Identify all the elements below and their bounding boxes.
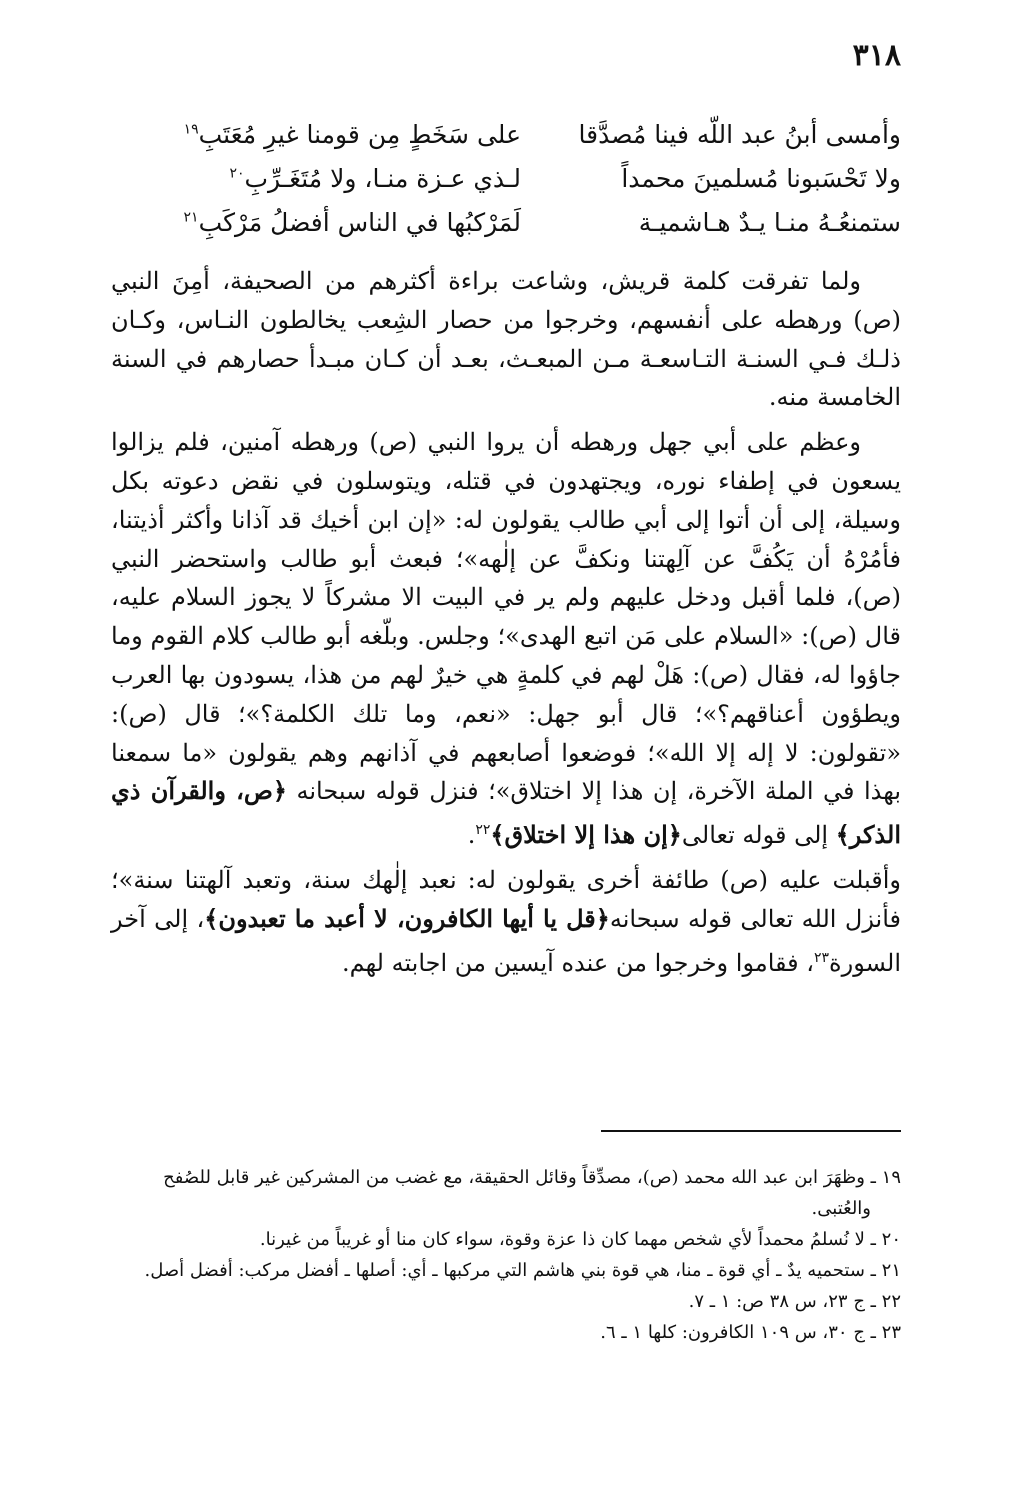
footnote-ref: ٢٣ [814, 949, 830, 966]
footnote-ref: ٢١ [183, 209, 199, 226]
footnote: ٢٣ ـ ج ٣٠، س ١٠٩ الكافرون: كلها ١ ـ ٦. [600, 1322, 901, 1343]
paragraph-3 [111, 861, 901, 982]
paragraph-3-text: وأقبلت عليه (ص) طائفة أخرى يقولون له: نعبد إلٰهك سنة، وتعبد آلهتنا سنة»؛ فأنزل الله تعالى قوله سبحانه [111, 865, 902, 933]
paragraph-3-text: ، إلى آخر السورة [111, 904, 901, 977]
verse-second-hemistich [111, 120, 521, 149]
paragraph-2 [111, 423, 901, 855]
poem [111, 112, 901, 244]
verse-second-hemistich [111, 164, 521, 193]
hemistich-text: على سَخَطٍ مِن قومنا غيرِ مُعَتَبِ [198, 119, 521, 149]
footnote-divider [601, 1130, 901, 1132]
hemistich-text: لـذي عـزة منـا، ولا مُتَغَـرِّبِ [244, 163, 521, 193]
verse-first-hemistich: ولا تَحْسَبونا مُسلمينَ محمداً [621, 163, 901, 193]
verse [111, 200, 901, 244]
body-text [111, 262, 901, 988]
verse-first-hemistich: وأمسى أبنُ عبد اللّه فينا مُصدَّقا [578, 119, 901, 149]
page-number: ٣١٨ [852, 38, 901, 73]
quran-quote: ﴿قل يا أيها الكافرون، لا أعبد ما تعبدون﴾ [204, 903, 610, 933]
footnote-ref: ٢٢ [475, 822, 491, 839]
footnote: ١٩ ـ وظهَرَ ابن عبد الله محمد (ص)، مصدِّقاً وقائل الحقيقة، مع غضب من المشركين غير قابل للصُفح والعُتبى. [163, 1167, 901, 1219]
quran-quote: ﴿ص، والقرآن ذي الذكر﴾ [111, 776, 901, 850]
paragraph-2-text: . [467, 821, 476, 850]
footnote: ٢١ ـ ستحميه يدٌ ـ أي قوة ـ منا، هي قوة بني هاشم التي مركبها ـ أي: أصلها ـ أفضل مركب: أفضل أصل. [144, 1260, 901, 1281]
footnote-ref: ١٩ [183, 121, 199, 138]
paragraph-3-text: ، فقاموا وخرجوا من عنده آيسين من اجابته لهم. [341, 948, 814, 977]
quran-quote: ﴿إن هذا إلا اختلاق﴾ [490, 820, 682, 850]
verse-first-hemistich: ستمنعُـهُ منـا يـدٌ هـاشميـة [638, 207, 901, 237]
verse [111, 112, 901, 156]
paragraph-2-text: إلى قوله تعالى [681, 821, 836, 850]
footnotes [111, 1162, 901, 1348]
paragraph-2-text: وعظم على أبي جهل ورهطه أن يروا النبي (ص) ورهطه آمنين، فلم يزالوا يسعون في إطفاء نوره، ويجتهدون في قتله، ويتوسلون في نقض دعوته بكل وسيلة، إلى أن أتوا إلى أبي طالب يقولون له: «إن ابن أخيك قد آذانا وأكثر أذيتنا، فأمُرْهُ أن يَكُفَّ عن آلِهتنا ونكفَّ عن إلٰهه»؛ فبعث أبو طالب واستحضر النبي (ص)، فلما أقبل ودخل عليهم ولم ير في البيت الا مشركاً لا يجوز السلام عليه، قال (ص): «السلام على مَن اتبع الهدى»؛ وجلس. وبلّغه أبو طالب كلام القوم وما جاؤوا له، فقال (ص): هَلْ لهم في كلمةٍ هي خيرٌ لهم من هذا، يسودون بها العرب ويطؤون أعناقهم؟»؛ قال أبو جهل: «نعم، وما تلك الكلمة؟»؛ قال (ص): «تقولون: لا إله إلا الله»؛ فوضعوا أصابعهم في آذانهم وهم يقولون «ما سمعنا بهذا في الملة الآخرة، إن هذا إلا اختلاق»؛ فنزل قوله سبحانه [111, 428, 902, 806]
footnote-ref: ٢٠ [229, 165, 245, 182]
verse-second-hemistich [111, 208, 521, 237]
paragraph-1: ولما تفرقت كلمة قريش، وشاعت براءة أكثرهم من الصحيفة، أمِنَ النبي (ص) ورهطه على أنفسهم، وخرجوا من حصار الشِعب يخالطون النـاس، وكـان ذلـك فـي السنـة التـاسعـة مـن المبعـث، بعـد أن كـان مبـدأ حصارهم في السنة الخامسة منه. [111, 267, 901, 412]
verse [111, 156, 901, 200]
hemistich-text: لَمَرْكبُها في الناس أفضلُ مَرْكَبِ [198, 207, 521, 237]
footnote: ٢٢ ـ ج ٢٣، س ٣٨ ص: ١ ـ ٧. [688, 1291, 901, 1312]
footnote: ٢٠ ـ لا نُسلمُ محمداً لأي شخص مهما كان ذا عزة وقوة، سواء كان منا أو غريباً من غيرنا. [259, 1229, 901, 1250]
